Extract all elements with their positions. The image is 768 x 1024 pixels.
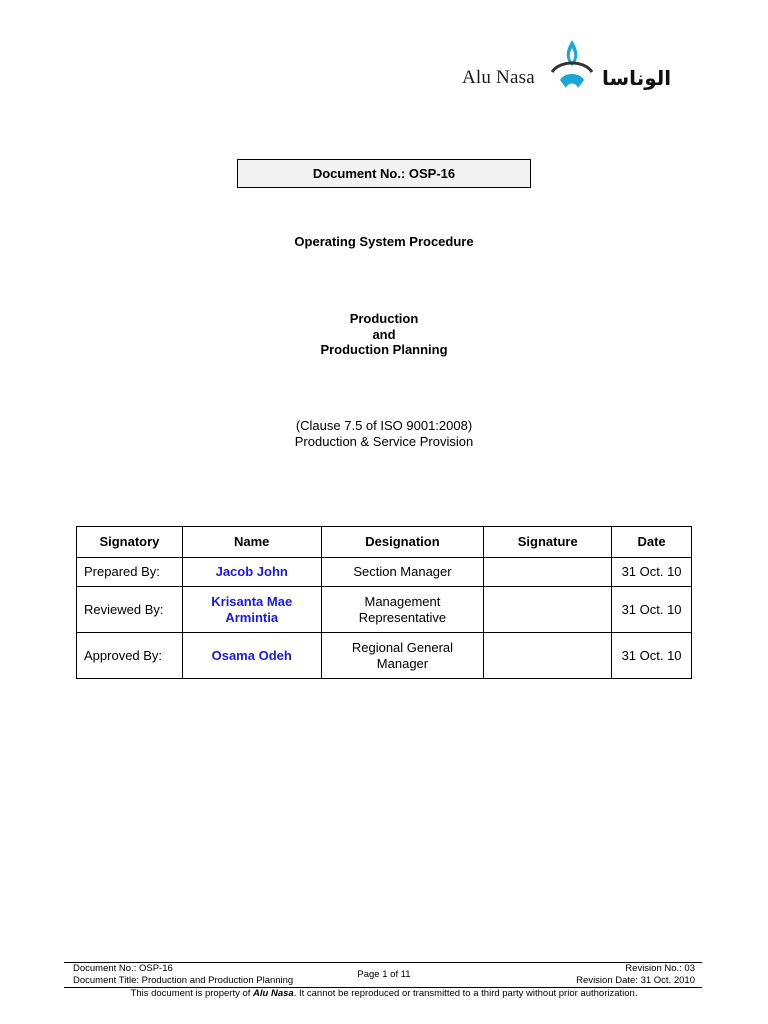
column-header: Signatory bbox=[77, 527, 183, 558]
title-line: Production bbox=[349, 311, 419, 326]
name-cell: Jacob John bbox=[182, 558, 321, 587]
signature-cell bbox=[484, 587, 612, 633]
date-cell: 31 Oct. 10 bbox=[612, 587, 692, 633]
document-number: Document No.: OSP-16 bbox=[312, 166, 456, 181]
clause-reference bbox=[0, 418, 768, 449]
clause-line: Production & Service Provision bbox=[294, 433, 474, 449]
designation-line: Manager bbox=[376, 655, 429, 671]
column-header: Signature bbox=[484, 527, 612, 558]
designation-cell bbox=[321, 633, 484, 679]
designation-line: Representative bbox=[358, 609, 447, 625]
note-company: Alu Nasa bbox=[253, 988, 294, 999]
logo-brand-arabic: الوناسا bbox=[602, 66, 672, 90]
company-logo bbox=[462, 38, 692, 98]
table-row bbox=[77, 633, 692, 679]
table-row bbox=[77, 558, 692, 587]
signatory-cell: Prepared By: bbox=[77, 558, 183, 587]
title-line: Production Planning bbox=[320, 342, 448, 357]
note-suffix: . It cannot be reproduced or transmitted to a third party without prior authorization. bbox=[293, 988, 638, 999]
column-header: Date bbox=[612, 527, 692, 558]
procedure-type: Operating System Procedure bbox=[294, 234, 474, 249]
table-header-row bbox=[77, 527, 692, 558]
footer-doc-no: Document No.: OSP-16 bbox=[73, 963, 173, 974]
designation-cell: Section Manager bbox=[321, 558, 484, 587]
document-title bbox=[0, 311, 768, 358]
name-cell bbox=[182, 587, 321, 633]
signatory-cell: Approved By: bbox=[77, 633, 183, 679]
date-cell: 31 Oct. 10 bbox=[612, 633, 692, 679]
signature-cell bbox=[484, 558, 612, 587]
name-cell: Osama Odeh bbox=[182, 633, 321, 679]
footer-page-number: Page 1 of 11 bbox=[357, 969, 411, 980]
designation-line: Management bbox=[364, 594, 441, 609]
flame-logo-icon bbox=[550, 38, 594, 98]
signatory-table bbox=[76, 526, 692, 679]
footer-revision-no: Revision No.: 03 bbox=[625, 963, 695, 974]
table-row bbox=[77, 587, 692, 633]
column-header: Name bbox=[182, 527, 321, 558]
footer-revision-date: Revision Date: 31 Oct. 2010 bbox=[576, 974, 695, 986]
clause-line: (Clause 7.5 of ISO 9001:2008) bbox=[295, 418, 473, 433]
name-line: Armintia bbox=[225, 609, 279, 625]
column-header: Designation bbox=[321, 527, 484, 558]
title-line: and bbox=[372, 326, 396, 342]
designation-cell bbox=[321, 587, 484, 633]
document-number-box bbox=[237, 159, 531, 188]
footer-doc-title: Document Title: Production and Production Planning bbox=[73, 974, 294, 986]
date-cell: 31 Oct. 10 bbox=[612, 558, 692, 587]
logo-brand-english: Alu Nasa bbox=[462, 67, 535, 88]
note-prefix: This document is property of bbox=[130, 988, 254, 999]
designation-line: Regional General bbox=[351, 640, 454, 655]
name-line: Krisanta Mae bbox=[211, 594, 293, 609]
signatory-cell: Reviewed By: bbox=[77, 587, 183, 633]
signature-cell bbox=[484, 633, 612, 679]
footer-property-note bbox=[0, 988, 768, 1000]
footer-right bbox=[480, 963, 695, 986]
